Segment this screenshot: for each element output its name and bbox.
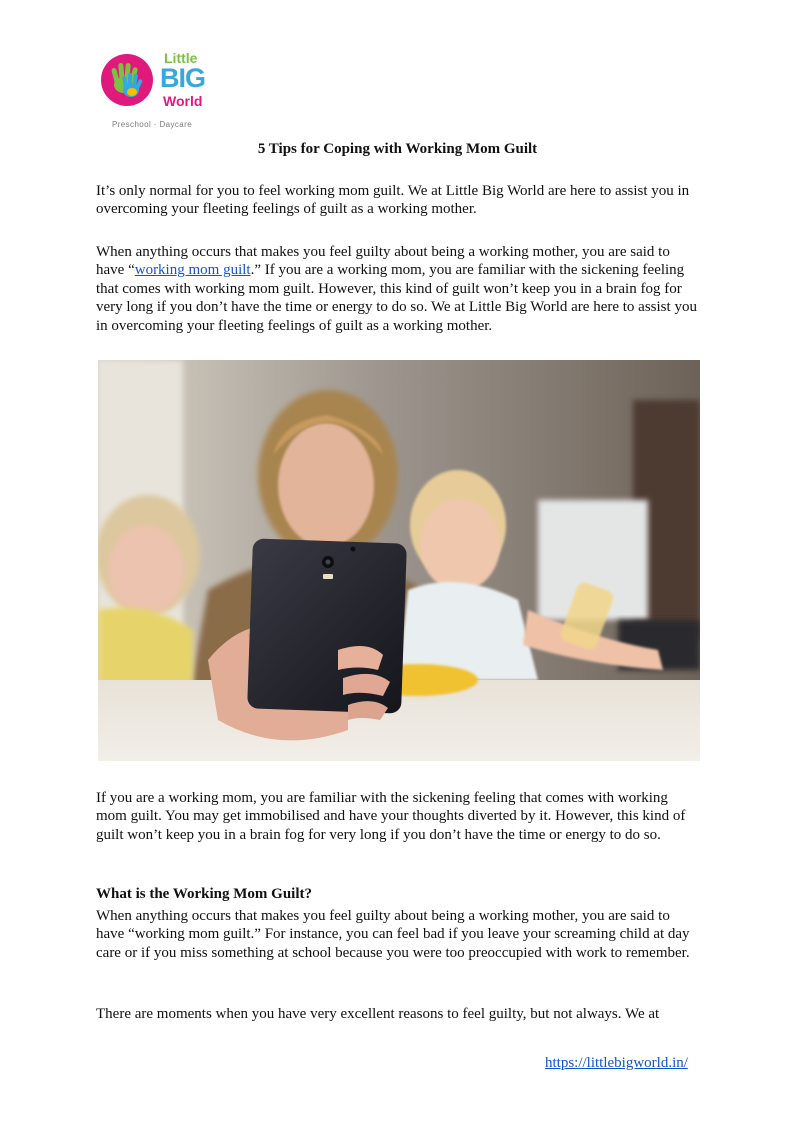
logo — [98, 48, 218, 132]
mother-with-children-photo — [98, 360, 700, 761]
logo-line-little: Little — [164, 50, 198, 66]
paragraph-definition-example: When anything occurs that makes you feel guilty about being a working mother, you are said to have “working mom guilt.” For instance, you can feel bad if you leave your screaming child at day care or if you miss something at school because you were too preoccupied with work to remember. — [96, 908, 690, 961]
definition-text-after: .” If you are a working mom, you are familiar with the sickening feeling that comes with working mom guilt. However, this kind of guilt won’t keep you in a brain fog for very long if you don’t have the time or energy to do so. We at Little Big World are here to assist you in overcoming your fleeting feelings of guilt as a working mother. — [96, 262, 697, 334]
paragraph-sickening-feeling: If you are a working mom, you are familiar with the sickening feeling that comes with working mom guilt. You may get immobilised and have your thoughts diverted by it. However, this kind of guilt won’t keep you in a brain fog for very long if you don’t have the time or energy to do so. — [96, 790, 686, 843]
logo-hand-icon — [101, 54, 153, 106]
definition-paragraph — [96, 243, 701, 335]
logo-tagline: Preschool · Daycare — [112, 120, 193, 129]
footer-website-link[interactable]: https://littlebigworld.in/ — [545, 1055, 688, 1071]
working-mom-guilt-link[interactable]: working mom guilt — [134, 262, 251, 279]
section-heading: What is the Working Mom Guilt? — [96, 886, 312, 902]
definition-text-before: When anything occurs that makes you feel guilty about being a working mother, you are said to have “ — [96, 244, 670, 279]
article-title: 5 Tips for Coping with Working Mom Guilt — [257, 141, 538, 157]
logo-line-big: BIG — [160, 63, 206, 93]
paragraph-excellent-reasons: There are moments when you have very excellent reasons to feel guilty, but not always. We at — [96, 1006, 660, 1022]
logo-line-world: World — [163, 93, 203, 109]
intro-paragraph: It’s only normal for you to feel working mom guilt. We at Little Big World are here to assist you in overcoming your fleeting feelings of guilt as a working mother. — [96, 183, 690, 218]
